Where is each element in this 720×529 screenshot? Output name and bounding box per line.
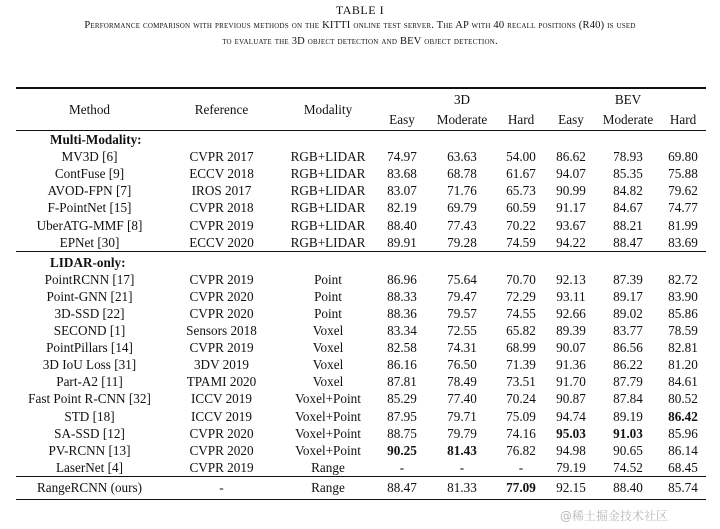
cell-ebev: 91.70: [556, 374, 586, 390]
cell-ebev: 90.07: [556, 340, 586, 356]
cell-reference: Sensors 2018: [186, 323, 257, 339]
cell-reference: ICCV 2019: [191, 391, 252, 407]
cell-hbev: 85.96: [668, 425, 698, 441]
cell-modality: Voxel+Point: [295, 442, 361, 458]
cell-modality: Point: [314, 288, 342, 304]
cell-h3d: 70.70: [506, 271, 536, 287]
table-row: [16, 288, 706, 305]
cell-ebev: 93.11: [556, 288, 586, 304]
cell-hbev: 82.72: [668, 271, 698, 287]
cell-ebev: 94.74: [556, 408, 586, 424]
cell-modality: Voxel: [312, 340, 344, 356]
table-row: [16, 305, 706, 322]
col-bev-easy: Easy: [558, 112, 584, 127]
cell-reference: -: [163, 476, 280, 499]
cell-e3d: 85.29: [387, 391, 417, 407]
top-rule: [16, 87, 706, 89]
cell-modality: RGB+LIDAR: [290, 234, 366, 250]
cell-e3d: 88.36: [387, 305, 417, 321]
cell-e3d: 83.07: [387, 183, 417, 199]
cell-modality: Voxel+Point: [295, 425, 361, 441]
cell-method: PV-RCNN [13]: [48, 442, 131, 458]
cell-e3d: 74.97: [387, 149, 417, 165]
cell-hbev: 83.90: [668, 288, 698, 304]
cell-h3d: 76.82: [506, 442, 536, 458]
cell-hbev: 79.62: [668, 183, 698, 199]
cell-mbev: 89.19: [613, 408, 643, 424]
table-row: [16, 165, 706, 182]
col-3d-moderate: Moderate: [436, 112, 488, 127]
cell-hbev: 81.20: [668, 357, 698, 373]
cell-method: 3D-SSD [22]: [54, 305, 125, 321]
col-modality: Modality: [303, 102, 353, 117]
cell-method: F-PointNet [15]: [47, 200, 132, 216]
cell-ebev: 93.67: [556, 217, 586, 233]
col-method: Method: [68, 102, 111, 117]
cell-ebev: 94.07: [556, 166, 586, 182]
table-row: [16, 199, 706, 216]
table-row: [16, 356, 706, 373]
cell-h3d: 73.51: [506, 374, 536, 390]
cell-modality: Point: [314, 305, 342, 321]
cell-hbev: 85.86: [668, 305, 698, 321]
caption-line-2: to evaluate the 3D object detection and BEV object detection.: [222, 36, 498, 47]
cell-method: UberATG-MMF [8]: [36, 217, 143, 233]
cell-ebev: 94.22: [556, 234, 586, 250]
cell-modality: Voxel+Point: [295, 408, 361, 424]
cell-m3d: 79.57: [447, 305, 477, 321]
cell-hbev: 74.77: [668, 200, 698, 216]
cell-m3d: -: [459, 459, 465, 475]
cell-method: SA-SSD [12]: [54, 425, 125, 441]
cell-h3d: 65.73: [506, 183, 536, 199]
cell-h3d: 77.09: [496, 476, 546, 499]
table-number: TABLE I: [335, 3, 385, 17]
cell-ebev: 92.13: [556, 271, 586, 287]
cell-reference: CVPR 2017: [189, 149, 254, 165]
cell-m3d: 71.76: [447, 183, 477, 199]
cell-m3d: 78.49: [447, 374, 477, 390]
cell-e3d: 88.75: [387, 425, 417, 441]
cell-method: MV3D [6]: [61, 149, 118, 165]
cell-method: EPNet [30]: [59, 234, 120, 250]
cell-method: SECOND [1]: [53, 323, 126, 339]
cell-hbev: 81.99: [668, 217, 698, 233]
cell-m3d: 81.33: [428, 476, 496, 499]
cell-e3d: 88.33: [387, 288, 417, 304]
cell-h3d: 72.29: [506, 288, 536, 304]
cell-modality: Range: [280, 476, 376, 499]
cell-mbev: 88.47: [613, 234, 643, 250]
section-header-row: [16, 131, 706, 149]
cell-ebev: 94.98: [556, 442, 586, 458]
section-header-row: [16, 251, 706, 271]
cell-hbev: 86.42: [668, 408, 698, 424]
cell-modality: Point: [314, 271, 342, 287]
cell-reference: ECCV 2018: [189, 166, 254, 182]
cell-mbev: 84.67: [613, 200, 643, 216]
cell-mbev: 90.65: [613, 442, 643, 458]
cell-method: PointPillars [14]: [46, 340, 133, 356]
results-table: [16, 90, 706, 500]
cell-reference: CVPR 2020: [189, 305, 254, 321]
cell-hbev: 86.14: [668, 442, 698, 458]
cell-method: ContFuse [9]: [54, 166, 125, 182]
cell-hbev: 80.52: [668, 391, 698, 407]
cell-m3d: 79.47: [447, 288, 477, 304]
table-row: [16, 339, 706, 356]
cell-modality: RGB+LIDAR: [290, 149, 366, 165]
cell-m3d: 74.31: [447, 340, 477, 356]
cell-modality: Voxel: [312, 374, 344, 390]
cell-e3d: 83.34: [387, 323, 417, 339]
cell-modality: RGB+LIDAR: [290, 183, 366, 199]
cell-hbev: 84.61: [668, 374, 698, 390]
cell-hbev: 83.69: [668, 234, 698, 250]
cell-ebev: 90.99: [556, 183, 586, 199]
cell-reference: CVPR 2019: [189, 340, 254, 356]
cell-m3d: 79.79: [447, 425, 477, 441]
cell-reference: 3DV 2019: [193, 357, 250, 373]
cell-h3d: 74.16: [506, 425, 536, 441]
table-row: [16, 408, 706, 425]
cell-reference: CVPR 2020: [189, 288, 254, 304]
cell-e3d: 86.16: [387, 357, 417, 373]
cell-e3d: 89.91: [387, 234, 417, 250]
col-reference: Reference: [194, 102, 249, 117]
cell-e3d: 87.81: [387, 374, 417, 390]
cell-e3d: -: [399, 459, 405, 475]
cell-m3d: 79.71: [447, 408, 477, 424]
cell-hbev: 82.81: [668, 340, 698, 356]
cell-h3d: 65.82: [506, 323, 536, 339]
cell-e3d: 88.47: [376, 476, 428, 499]
cell-mbev: 87.84: [613, 391, 643, 407]
cell-mbev: 89.02: [613, 305, 643, 321]
cell-hbev: 68.45: [668, 459, 698, 475]
cell-reference: CVPR 2018: [189, 200, 254, 216]
col-group-bev: BEV: [614, 92, 642, 107]
cell-m3d: 75.64: [447, 271, 477, 287]
cell-ebev: 90.87: [556, 391, 586, 407]
cell-e3d: 90.25: [387, 442, 417, 458]
cell-e3d: 88.40: [387, 217, 417, 233]
watermark: @稀土掘金技术社区: [560, 509, 669, 523]
cell-m3d: 77.43: [447, 217, 477, 233]
cell-mbev: 87.79: [613, 374, 643, 390]
cell-modality: Range: [311, 459, 345, 475]
col-group-3d: 3D: [453, 92, 471, 107]
table-row: [16, 476, 706, 499]
cell-mbev: 91.03: [613, 425, 643, 441]
cell-method: LaserNet [4]: [56, 459, 123, 475]
table-row: [16, 390, 706, 407]
table-row: [16, 271, 706, 288]
table-row: [16, 322, 706, 339]
cell-reference: IROS 2017: [191, 183, 252, 199]
cell-method: RangeRCNN (ours): [16, 476, 163, 499]
table-row: [16, 459, 706, 477]
table-row: [16, 216, 706, 233]
cell-h3d: 70.22: [506, 217, 536, 233]
cell-ebev: 95.03: [556, 425, 586, 441]
cell-e3d: 87.95: [387, 408, 417, 424]
cell-method: STD [18]: [64, 408, 115, 424]
col-3d-hard: Hard: [507, 112, 535, 127]
cell-reference: TPAMI 2020: [186, 374, 257, 390]
section-title: Multi-Modality:: [16, 131, 706, 149]
cell-m3d: 77.40: [447, 391, 477, 407]
cell-m3d: 69.79: [447, 200, 477, 216]
cell-modality: RGB+LIDAR: [290, 217, 366, 233]
cell-e3d: 82.19: [387, 200, 417, 216]
table-body: [16, 131, 706, 500]
cell-mbev: 86.56: [613, 340, 643, 356]
cell-method: AVOD-FPN [7]: [47, 183, 132, 199]
cell-h3d: 74.55: [506, 305, 536, 321]
table-row: [16, 234, 706, 252]
cell-modality: Voxel: [312, 323, 344, 339]
cell-method: Point-GNN [21]: [46, 288, 133, 304]
cell-h3d: 71.39: [506, 357, 536, 373]
header-row-groups: [16, 90, 706, 110]
cell-m3d: 79.28: [447, 234, 477, 250]
cell-h3d: -: [518, 459, 524, 475]
cell-h3d: 70.24: [506, 391, 536, 407]
cell-reference: CVPR 2020: [189, 425, 254, 441]
cell-hbev: 69.80: [668, 149, 698, 165]
cell-e3d: 82.58: [387, 340, 417, 356]
cell-method: Fast Point R-CNN [32]: [28, 391, 151, 407]
cell-mbev: 83.77: [613, 323, 643, 339]
table-row: [16, 373, 706, 390]
cell-h3d: 68.99: [506, 340, 536, 356]
cell-hbev: 75.88: [668, 166, 698, 182]
cell-reference: CVPR 2019: [189, 459, 254, 475]
table-row: [16, 148, 706, 165]
cell-h3d: 75.09: [506, 408, 536, 424]
col-3d-easy: Easy: [389, 112, 415, 127]
cell-modality: RGB+LIDAR: [290, 166, 366, 182]
cell-m3d: 72.55: [447, 323, 477, 339]
cell-reference: CVPR 2020: [189, 442, 254, 458]
cell-h3d: 60.59: [506, 200, 536, 216]
cell-modality: Voxel+Point: [295, 391, 361, 407]
cell-m3d: 63.63: [447, 149, 477, 165]
cell-modality: Voxel: [312, 357, 344, 373]
cell-ebev: 91.36: [556, 357, 586, 373]
cell-ebev: 92.66: [556, 305, 586, 321]
cell-mbev: 88.21: [613, 217, 643, 233]
caption-line-1: Performance comparison with previous methods on the KITTI online test server. The AP with 40 recall positions (R40) is used: [84, 20, 636, 31]
cell-ebev: 79.19: [556, 459, 586, 475]
col-bev-hard: Hard: [669, 112, 697, 127]
table-row: [16, 425, 706, 442]
cell-m3d: 76.50: [447, 357, 477, 373]
cell-mbev: 85.35: [613, 166, 643, 182]
cell-ebev: 86.62: [556, 149, 586, 165]
cell-hbev: 78.59: [668, 323, 698, 339]
cell-mbev: 78.93: [613, 149, 643, 165]
cell-e3d: 83.68: [387, 166, 417, 182]
cell-ebev: 91.17: [556, 200, 586, 216]
cell-reference: ECCV 2020: [189, 234, 254, 250]
cell-m3d: 68.78: [447, 166, 477, 182]
section-title: LIDAR-only:: [16, 251, 706, 271]
cell-h3d: 61.67: [506, 166, 536, 182]
col-bev-moderate: Moderate: [602, 112, 654, 127]
cell-h3d: 54.00: [506, 149, 536, 165]
cell-h3d: 74.59: [506, 234, 536, 250]
cell-reference: CVPR 2019: [189, 271, 254, 287]
table-row: [16, 442, 706, 459]
cell-ebev: 92.15: [546, 476, 596, 499]
cell-reference: CVPR 2019: [189, 217, 254, 233]
cell-mbev: 88.40: [596, 476, 660, 499]
cell-method: PointRCNN [17]: [44, 271, 135, 287]
cell-mbev: 74.52: [613, 459, 643, 475]
cell-mbev: 89.17: [613, 288, 643, 304]
table-row: [16, 182, 706, 199]
cell-hbev: 85.74: [660, 476, 706, 499]
cell-method: 3D IoU Loss [31]: [42, 357, 137, 373]
cell-ebev: 89.39: [556, 323, 586, 339]
cell-mbev: 84.82: [613, 183, 643, 199]
cell-mbev: 87.39: [613, 271, 643, 287]
cell-mbev: 86.22: [613, 357, 643, 373]
cell-modality: RGB+LIDAR: [290, 200, 366, 216]
cell-reference: ICCV 2019: [191, 408, 252, 424]
cell-method: Part-A2 [11]: [56, 374, 123, 390]
cell-m3d: 81.43: [447, 442, 477, 458]
cell-e3d: 86.96: [387, 271, 417, 287]
